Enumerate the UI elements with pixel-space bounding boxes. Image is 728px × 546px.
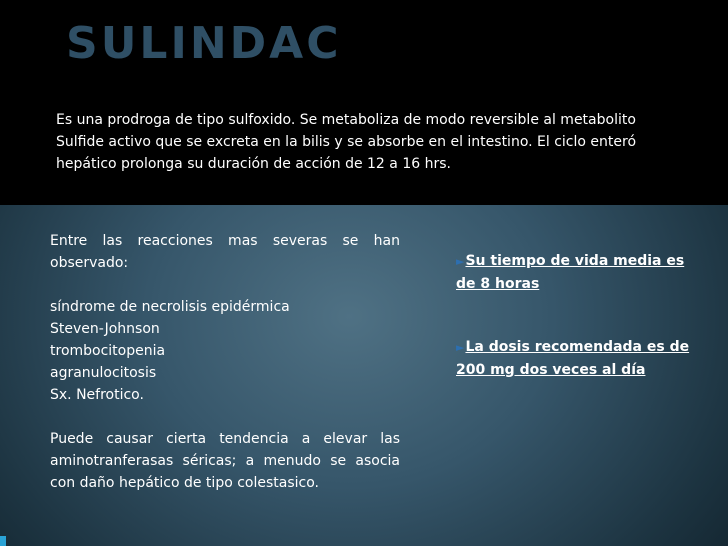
corner-accent	[0, 536, 6, 546]
reactions-heading: Entre las reacciones mas severas se han observado:	[50, 233, 400, 271]
reaction-item: Sx. Nefrotico.	[50, 387, 144, 403]
slide-title: SULINDAC	[66, 18, 342, 69]
intro-line: Es una prodroga de tipo sulfoxido. Se metaboliza de modo reversible al metabolito	[56, 112, 636, 128]
dosage-text: La dosis recomendada es de 200 mg dos veces al día	[456, 339, 690, 378]
reaction-item: Steven-Johnson	[50, 321, 160, 337]
closing-paragraph: Puede causar cierta tendencia a elevar las aminotranferasas séricas; a menudo se asocia con daño hepático de tipo colestasico.	[50, 431, 400, 491]
left-column	[50, 230, 400, 494]
intro-line: Sulfide activo que se excreta en la bilis y se absorbe en el intestino. El ciclo enteró	[56, 134, 637, 150]
half-life-text: Su tiempo de vida media es de 8 horas	[456, 253, 685, 292]
reaction-item: síndrome de necrolisis epidérmica	[50, 299, 290, 315]
intro-line: hepático prolonga su duración de acción de 12 a 16 hrs.	[56, 156, 451, 172]
half-life-note[interactable]	[456, 250, 696, 295]
reaction-item: agranulocitosis	[50, 365, 157, 381]
arrow-bullet-icon: ►	[456, 255, 465, 268]
intro-text	[56, 109, 706, 175]
arrow-bullet-icon: ►	[456, 341, 465, 354]
dosage-note[interactable]	[456, 336, 696, 381]
reaction-item: trombocitopenia	[50, 343, 166, 359]
